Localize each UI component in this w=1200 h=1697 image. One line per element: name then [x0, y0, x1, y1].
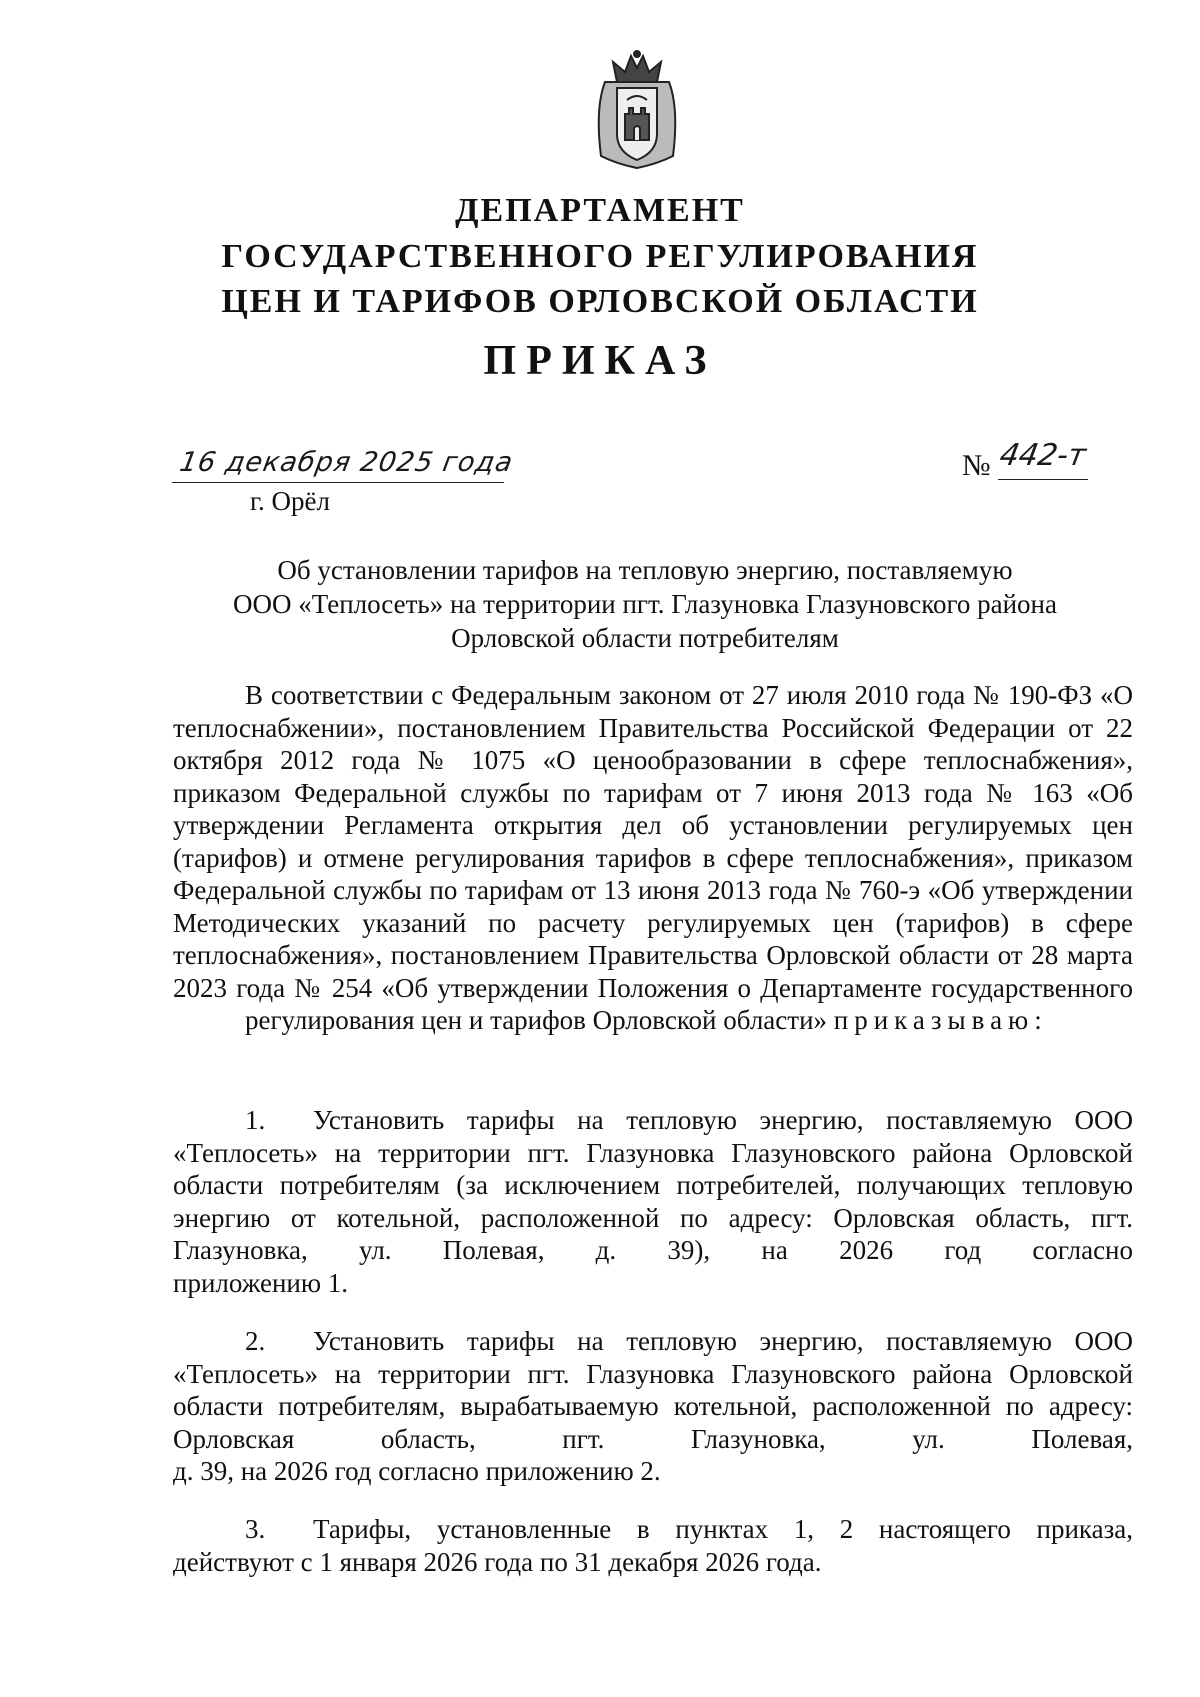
coat-of-arms-emblem [587, 48, 687, 172]
item-text: Установить тарифы на тепловую энергию, поставляемую ООО «Теплосеть» на территории пгт. Глазуновка Глазуновского района Орловской области потребителям, вырабатываемую котельной, расположенной по адресу: Орловская область, пгт. Глазуновка, ул. Полевая, [173, 1326, 1133, 1454]
subject-line2: ООО «Теплосеть» на территории пгт. Глазуновка Глазуновского района [233, 589, 1057, 619]
subject-line1: Об установлении тарифов на тепловую энергию, поставляемую [277, 555, 1013, 585]
department-title-line2: ГОСУДАРСТВЕННОГО РЕГУЛИРОВАНИЯ [221, 238, 979, 275]
order-word: приказываю: [833, 1005, 1048, 1035]
subject-line3: Орловской области потребителям [451, 623, 839, 653]
number-label: № [962, 449, 991, 482]
item-text: Установить тарифы на тепловую энергию, поставляемую ООО «Теплосеть» на территории пгт. Глазуновка Глазуновского района Орловской области потребителям (за исключением потребителей, получающих тепловую энергию от котельной, расположенной по адресу: Орловская область, пгт. Глазуновка, ул. Полевая, д. 39), на 2026 год согласно [173, 1105, 1133, 1265]
preamble-last-line: регулирования цен и тарифов Орловской области» приказываю: [245, 1005, 1048, 1035]
item-number: 3. [245, 1514, 266, 1544]
preamble-paragraph [173, 679, 1133, 1037]
department-title-line1: ДЕПАРТАМЕНТ [455, 192, 745, 229]
item-number: 1. [245, 1105, 266, 1135]
item-last-line: д. 39, на 2026 год согласно приложению 2. [173, 1456, 661, 1486]
order-subject [195, 553, 1095, 655]
order-item-3 [173, 1513, 1133, 1578]
department-title-line3: ЦЕН И ТАРИФОВ ОРЛОВСКОЙ ОБЛАСТИ [221, 283, 979, 320]
document-type-title: ПРИКАЗ [483, 338, 717, 384]
handwritten-date: 16 декабря 2025 года [177, 447, 516, 478]
order-item-2 [173, 1325, 1133, 1488]
city-label: г. Орёл [250, 486, 330, 516]
number-underline [998, 479, 1088, 480]
date-underline [172, 482, 504, 483]
item-number: 2. [245, 1326, 266, 1356]
order-item-1 [173, 1104, 1133, 1299]
item-text: Тарифы, установленные в пунктах 1, 2 настоящего приказа, [313, 1514, 1133, 1544]
preamble-text: В соответствии с Федеральным законом от 27 июля 2010 года № 190-ФЗ «О теплоснабжении», постановлением Правительства Российской Федерации от 22 октября 2012 года № 1075 «О ценообразовании в сфере теплоснабжения», приказом Федеральной службы по тарифам от 7 июня 2013 года № 163 «Об утверждении Регламента открытия дел об установлении регулируемых цен (тарифов) и отмене регулирования тарифов в сфере теплоснабжения», приказом Федеральной службы по тарифам от 13 июня 2013 года № 760-э «Об утверждении Методических указаний по расчету регулируемых цен (тарифов) в сфере теплоснабжения», постановлением Правительства Орловской области от 28 марта 2023 года № 254 «Об утверждении Положения о Департаменте государственного [173, 680, 1133, 1003]
item-last-line: действуют с 1 января 2026 года по 31 декабря 2026 года. [173, 1546, 822, 1577]
handwritten-order-number: 442-т [996, 438, 1089, 473]
item-last-line: приложению 1. [173, 1267, 349, 1298]
